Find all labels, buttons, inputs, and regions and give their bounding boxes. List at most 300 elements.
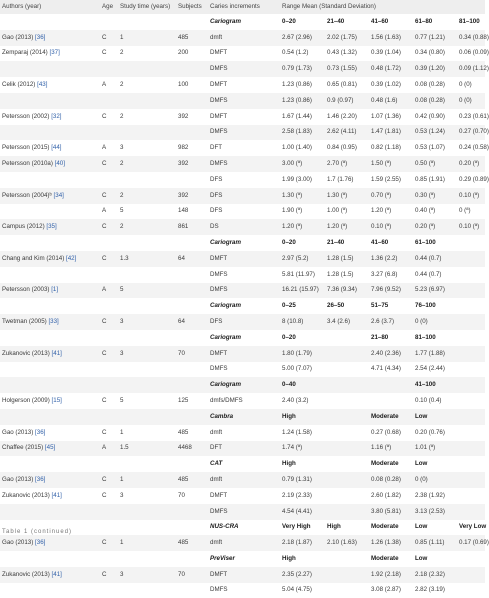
value-cell: 1.28 (1.5) [327, 270, 354, 278]
table-row [0, 362, 485, 378]
caries-cell: DMFS [208, 125, 280, 141]
value-cell [457, 441, 485, 457]
citation-link[interactable]: [41] [51, 349, 62, 357]
value-cell [457, 346, 485, 362]
value-cell: 3.27 (6.8) [371, 270, 398, 278]
value-cell: 2.82 (3.19) [415, 586, 445, 594]
citation-link[interactable]: [35] [46, 223, 57, 231]
author-cell [0, 219, 100, 235]
age-cell: C [100, 567, 118, 583]
range-label: 41–60 [371, 17, 389, 25]
value-cell: 2.58 (1.83) [280, 125, 325, 141]
subjects-cell: 485 [178, 428, 189, 436]
citation-link[interactable]: [36] [35, 475, 46, 483]
value-cell: 4.71 (4.34) [371, 365, 401, 373]
age-cell: C [102, 112, 107, 120]
empty-cell [100, 330, 118, 346]
value-cell [369, 393, 413, 409]
value-cell: 0.65 (0.81) [327, 80, 357, 88]
empty-cell [118, 235, 176, 251]
group-header-row [0, 330, 485, 346]
author-cell [0, 267, 100, 283]
subjects-cell: 200 [178, 49, 189, 57]
value-cell: 0 (0) [457, 93, 485, 109]
subjects-cell: 392 [178, 112, 189, 120]
age-cell [100, 125, 118, 141]
empty-cell [118, 456, 176, 472]
group-header-row [0, 409, 485, 425]
subjects-cell: 392 [176, 188, 208, 204]
empty-cell [100, 520, 118, 536]
empty-cell [0, 456, 100, 472]
footer-cut-text: Table 1 (continued) [2, 529, 73, 535]
caries-cell: DMFS [208, 504, 280, 520]
empty-cell [100, 14, 118, 30]
range-label: 81–100 [459, 17, 480, 25]
caries-cell: DMFS [208, 283, 280, 299]
range-label: 0–20 [282, 333, 296, 341]
value-cell: 1.56 (1.63) [369, 30, 413, 46]
study-time-cell: 2 [118, 156, 176, 172]
study-time-cell [118, 125, 176, 141]
study-time-cell: 2 [118, 188, 176, 204]
table-row [0, 472, 485, 488]
table-row [0, 393, 485, 409]
value-cell: 0.10 (ª) [457, 188, 485, 204]
citation-link[interactable]: [37] [49, 49, 60, 57]
value-cell: 3.13 (2.53) [413, 504, 457, 520]
value-cell: 3.00 (ª) [280, 156, 325, 172]
author-name: Celik (2012) [2, 80, 36, 88]
value-cell: 1.46 (2.20) [327, 112, 357, 120]
value-cell [325, 441, 369, 457]
citation-link[interactable]: [32] [51, 112, 62, 120]
author-cell [0, 204, 100, 220]
author-cell [0, 30, 100, 46]
author-name: Zukanovic (2013) [2, 349, 50, 357]
empty-cell [0, 377, 100, 393]
empty-cell [100, 235, 118, 251]
author-cell [0, 140, 100, 156]
author-cell [0, 77, 100, 93]
value-cell: 0.77 (1.21) [413, 30, 457, 46]
value-cell [325, 393, 369, 409]
value-cell: 0.43 (1.32) [327, 49, 357, 57]
study-time-cell: 3 [118, 346, 176, 362]
value-cell: 0.20 (ª) [413, 219, 457, 235]
range-label: 41–100 [413, 377, 457, 393]
range-label [325, 330, 369, 346]
header-range-mean: Range Mean (Standard Deviation) [280, 0, 485, 14]
author-cell [0, 535, 100, 551]
empty-cell [176, 377, 208, 393]
empty-cell [118, 409, 176, 425]
value-cell: 2.54 (2.44) [415, 365, 445, 373]
empty-cell [118, 520, 176, 536]
value-cell: 1.23 (0.86) [282, 80, 312, 88]
value-cell: 0.42 (0.90) [415, 112, 445, 120]
tool-name: Cariogram [210, 302, 241, 310]
value-cell [325, 362, 369, 378]
value-cell: 0.23 (0.61) [459, 112, 489, 120]
value-cell: 1.47 (1.81) [369, 125, 413, 141]
author-cell [0, 156, 100, 172]
subjects-cell [176, 583, 208, 598]
range-label: 81–100 [415, 333, 436, 341]
subjects-cell [176, 125, 208, 141]
value-cell: 0.08 (0.28) [413, 93, 457, 109]
value-cell [457, 314, 485, 330]
author-cell [0, 172, 100, 188]
caries-cell: dmft [208, 30, 280, 46]
value-cell: 1.30 (ª) [325, 188, 369, 204]
value-cell: 0.10 (ª) [457, 219, 485, 235]
citation-link[interactable]: [36] [35, 428, 46, 436]
citation-link[interactable]: [42] [66, 254, 77, 262]
value-cell: 0.82 (1.18) [371, 144, 401, 152]
tool-name: NUS-CRA [210, 523, 239, 531]
author-cell [0, 251, 100, 267]
subjects-cell [176, 362, 208, 378]
caries-cell: dmft [210, 428, 223, 436]
empty-cell [118, 551, 176, 567]
value-cell: 0.39 (1.20) [413, 61, 457, 77]
tool-name: Cariogram [210, 333, 241, 341]
table-row [0, 61, 485, 77]
study-time-cell: 2 [120, 80, 124, 88]
value-cell: 1.23 (0.86) [280, 93, 325, 109]
range-label: 21–80 [371, 333, 389, 341]
author-cell [0, 346, 100, 362]
value-cell: 7.96 (9.52) [369, 283, 413, 299]
value-cell: 1.77 (1.88) [413, 346, 457, 362]
subjects-cell: 485 [176, 535, 208, 551]
range-label [457, 330, 485, 346]
value-cell: 0.17 (0.69) [457, 535, 485, 551]
range-label [369, 377, 413, 393]
value-cell: 1.7 (1.76) [327, 175, 354, 183]
author-cell [0, 472, 100, 488]
value-cell: 2.19 (2.33) [282, 491, 312, 499]
value-cell: 1.01 (ª) [413, 441, 457, 457]
empty-cell [0, 330, 100, 346]
age-cell: C [100, 156, 118, 172]
header-caries-increments: Caries increments [208, 0, 280, 14]
study-time-cell: 1 [118, 472, 176, 488]
author-name: Petersson (2010a) [2, 159, 53, 167]
tool-name: Cariogram [208, 377, 280, 393]
table-row [0, 188, 485, 204]
value-cell: 0.70 (ª) [369, 188, 413, 204]
study-time-cell: 5 [120, 396, 124, 404]
tool-name: Cambra [208, 409, 280, 425]
table-header-row [0, 0, 485, 14]
citation-link[interactable]: [15] [51, 396, 62, 404]
group-header-row [0, 520, 485, 536]
citation-link[interactable]: [41] [51, 491, 62, 499]
author-name: Zukanovic (2013) [2, 570, 50, 578]
author-cell [0, 46, 100, 62]
value-cell: 1.67 (1.44) [282, 112, 312, 120]
table-row [0, 583, 485, 598]
author-name: Gao (2013) [2, 475, 34, 483]
range-label: 26–50 [327, 302, 345, 310]
age-cell [100, 93, 118, 109]
value-cell: 1.07 (1.36) [371, 112, 401, 120]
value-cell: 2.10 (1.63) [325, 535, 369, 551]
citation-link[interactable]: [40] [54, 159, 65, 167]
group-header-row [0, 377, 485, 393]
caries-cell: DMFT [210, 491, 228, 499]
range-label: 41–60 [371, 238, 389, 246]
range-label [325, 377, 369, 393]
value-cell [325, 567, 369, 583]
empty-cell [0, 14, 100, 30]
empty-cell [176, 551, 208, 567]
value-cell: 1.20 (ª) [280, 219, 325, 235]
range-label [457, 377, 485, 393]
author-name: Chaffee (2015) [2, 444, 44, 452]
empty-cell [118, 330, 176, 346]
value-cell [457, 267, 485, 283]
citation-link[interactable]: [36] [35, 33, 46, 41]
table-row [0, 204, 485, 220]
author-cell [0, 583, 100, 598]
value-cell [457, 504, 485, 520]
subjects-cell [176, 504, 208, 520]
caries-cell: DMFT [210, 49, 228, 57]
value-cell: 2.40 (2.36) [369, 346, 413, 362]
value-cell: 2.70 (ª) [325, 156, 369, 172]
header-subjects: Subjects [176, 0, 208, 14]
age-cell: A [102, 80, 107, 88]
age-cell: A [100, 441, 118, 457]
value-cell: 0.39 (1.04) [371, 49, 401, 57]
subjects-cell: 125 [178, 396, 189, 404]
author-cell [0, 61, 100, 77]
caries-cell: DMFS [208, 61, 280, 77]
author-cell [0, 125, 100, 141]
citation-link[interactable]: [44] [51, 144, 62, 152]
author-cell [0, 567, 100, 583]
age-cell: C [100, 314, 118, 330]
caries-cell: DFS [208, 188, 280, 204]
value-cell: 4.54 (4.41) [280, 504, 325, 520]
table-row [0, 219, 485, 235]
empty-cell [176, 409, 208, 425]
study-time-cell: 3 [118, 567, 176, 583]
caries-cell: DFS [210, 175, 223, 183]
citation-link[interactable]: [1] [51, 286, 59, 294]
author-cell [0, 362, 100, 378]
table-row [0, 140, 485, 156]
empty-cell [0, 235, 100, 251]
value-cell: 2.40 (3.2) [282, 396, 309, 404]
age-cell: C [100, 251, 118, 267]
value-cell: 2.97 (5.2) [280, 251, 325, 267]
value-cell: 8 (10.8) [280, 314, 325, 330]
value-cell: 1.26 (1.38) [369, 535, 413, 551]
range-label: High [327, 523, 341, 531]
range-label: Moderate [371, 554, 399, 562]
value-cell [325, 346, 369, 362]
age-cell [100, 267, 118, 283]
range-label: High [280, 409, 325, 425]
citation-link[interactable]: [41] [51, 570, 62, 578]
value-cell: 1.00 (ª) [327, 207, 348, 215]
value-cell: 0.30 (ª) [413, 188, 457, 204]
author-name: Gao (2013) [2, 539, 34, 547]
caries-cell: dmft [208, 535, 280, 551]
age-cell [100, 61, 118, 77]
subjects-cell: 70 [176, 346, 208, 362]
value-cell: 0.10 (ª) [369, 219, 413, 235]
study-time-cell: 2 [120, 112, 124, 120]
range-label [457, 235, 485, 251]
value-cell: 2.60 (1.82) [371, 491, 401, 499]
citation-link[interactable]: [45] [44, 444, 56, 452]
range-label: Low [415, 523, 428, 531]
value-cell [457, 425, 485, 441]
study-time-cell [118, 583, 176, 598]
study-time-cell: 1 [120, 428, 124, 436]
study-time-cell [118, 172, 176, 188]
empty-cell [176, 456, 208, 472]
group-header-row [0, 551, 485, 567]
value-cell: 0.54 (1.2) [282, 49, 309, 57]
subjects-cell: 64 [176, 314, 208, 330]
value-cell: 0.08 (0.28) [415, 80, 445, 88]
value-cell [325, 488, 369, 504]
value-cell: 0.44 (0.7) [415, 270, 442, 278]
empty-cell [118, 298, 176, 314]
subjects-cell [176, 283, 208, 299]
value-cell: 1.50 (ª) [369, 156, 413, 172]
value-cell [457, 393, 485, 409]
value-cell: 2.62 (4.11) [325, 125, 369, 141]
empty-cell [100, 551, 118, 567]
value-cell: 0 (0) [459, 80, 472, 88]
subjects-cell: 100 [178, 80, 189, 88]
range-label: 0–25 [282, 302, 296, 310]
table-row [0, 93, 485, 109]
value-cell: 0.34 (0.88) [457, 30, 485, 46]
tool-name: PreViser [210, 554, 235, 562]
age-cell: C [102, 49, 107, 57]
value-cell: 0.9 (0.97) [325, 93, 369, 109]
table-row [0, 109, 485, 125]
value-cell: 3.08 (2.87) [371, 586, 401, 594]
author-cell [0, 425, 100, 441]
age-cell: A [102, 207, 107, 215]
age-cell [100, 362, 118, 378]
study-time-cell [118, 362, 176, 378]
table-row [0, 567, 485, 583]
author-name: Gao (2013) [2, 428, 34, 436]
caries-cell: DMFS [210, 270, 228, 278]
author-cell [0, 188, 100, 204]
empty-cell [0, 551, 100, 567]
study-time-cell [118, 61, 176, 77]
author-name: Gao (2013) [2, 33, 34, 41]
value-cell: 2.38 (1.92) [415, 491, 445, 499]
value-cell [457, 472, 485, 488]
subjects-cell: 982 [178, 144, 189, 152]
range-label: Moderate [371, 460, 399, 468]
value-cell: 1.30 (ª) [280, 188, 325, 204]
citation-link[interactable]: [36] [35, 539, 46, 547]
table-row [0, 30, 485, 46]
citation-link[interactable]: [33] [48, 317, 59, 325]
age-cell: C [102, 491, 107, 499]
tool-name: CAT [210, 460, 223, 468]
range-label: Moderate [371, 523, 399, 531]
value-cell: 1.90 (ª) [282, 207, 303, 215]
author-cell [0, 504, 100, 520]
empty-cell [176, 235, 208, 251]
study-time-cell: 3 [120, 144, 124, 152]
value-cell: 3.4 (2.6) [325, 314, 369, 330]
age-cell: A [102, 144, 107, 152]
citation-link[interactable]: [43] [37, 80, 48, 88]
author-name: Petersson (2015) [2, 144, 50, 152]
value-cell [457, 488, 485, 504]
subjects-cell [176, 61, 208, 77]
age-cell [100, 172, 118, 188]
citation-link[interactable]: [34] [53, 191, 64, 199]
range-label: Low [413, 409, 457, 425]
tool-name: Cariogram [210, 238, 241, 246]
value-cell [457, 283, 485, 299]
value-cell: 0.34 (0.80) [415, 49, 445, 57]
value-cell [457, 567, 485, 583]
value-cell: 0.20 (0.76) [415, 428, 445, 436]
value-cell: 1.16 (ª) [369, 441, 413, 457]
author-cell [0, 441, 100, 457]
table-row [0, 283, 485, 299]
range-label [457, 409, 485, 425]
value-cell [325, 504, 369, 520]
subjects-cell: 4468 [176, 441, 208, 457]
value-cell: 0.09 (1.12) [457, 61, 485, 77]
author-name: Twetman (2005) [2, 317, 47, 325]
caries-cell: DFT [208, 441, 280, 457]
table-row [0, 267, 485, 283]
caries-cell: DMFT [210, 80, 228, 88]
age-cell: C [100, 346, 118, 362]
study-time-cell: 5 [120, 207, 124, 215]
caries-cell: DMFS [208, 156, 280, 172]
empty-cell [176, 298, 208, 314]
range-label [457, 456, 485, 472]
group-header-row [0, 456, 485, 472]
value-cell: 0.53 (1.07) [415, 144, 445, 152]
subjects-cell: 70 [178, 491, 185, 499]
header-age: Age [100, 0, 118, 14]
empty-cell [100, 298, 118, 314]
range-label [325, 456, 369, 472]
author-cell [0, 93, 100, 109]
value-cell: 1.80 (1.79) [280, 346, 325, 362]
value-cell: 1.36 (2.2) [369, 251, 413, 267]
value-cell: 7.36 (9.34) [325, 283, 369, 299]
value-cell [325, 425, 369, 441]
range-label: Very Low [459, 523, 487, 531]
age-cell: C [100, 535, 118, 551]
subjects-cell: 64 [176, 251, 208, 267]
caries-cell: DMFS [210, 586, 228, 594]
range-label [325, 551, 369, 567]
